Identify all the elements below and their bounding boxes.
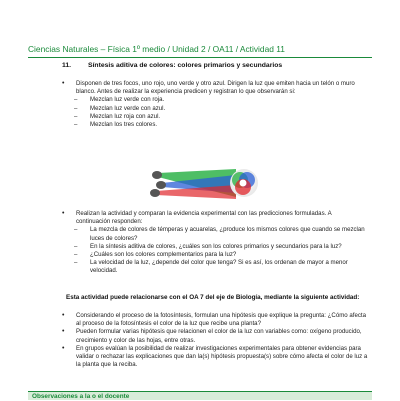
colored-light-beams-illustration [150, 163, 262, 203]
document-header: Ciencias Naturales – Física 1º medio / Unidad 2 / OA11 / Actividad 11 [28, 44, 285, 54]
compare-block [62, 210, 367, 276]
biology-item: • Considerando el proceso de la fotosíntesis, formulan una hipótesis que explique la pregunta: ¿Cómo afecta al proceso de la fotosíntesis el color de la luz que recibe una planta? [62, 312, 368, 328]
question-item: – La velocidad de la luz, ¿depende del color que tenga? Si es así, los ordenan de mayor a menor velocidad. [62, 259, 367, 275]
question-item: – ¿Cuáles son los colores complementarios para la luz? [62, 251, 367, 259]
activity-block [62, 80, 367, 129]
question-item: – La mezcla de colores de témperas y acuarelas, ¿produce los mismos colores que cuando se mezclan luces de colores? [62, 226, 367, 242]
biology-intro: Esta actividad puede relacionarse con el OA 7 del eje de Biología, mediante la siguiente actividad: [66, 294, 360, 301]
header-divider [28, 57, 372, 58]
section-title [62, 62, 282, 69]
step-item: – Mezclan luz verde con azul. [62, 105, 367, 113]
compare-intro: • Realizan la actividad y comparan la evidencia experimental con las predicciones formuladas. A continuación responden: [62, 210, 367, 226]
section-number: 11. [62, 62, 72, 69]
activity-intro: • Disponen de tres focos, uno rojo, uno verde y otro azul. Dirigen la luz que emiten hacia un telón o muro blanco. Antes de realizar la experiencia predicen y registran lo que observarán si: [62, 80, 367, 96]
step-item: – Mezclan luz roja con azul. [62, 113, 367, 121]
section-title-text: Síntesis aditiva de colores: colores primarios y secundarios [88, 62, 283, 69]
step-item: – Mezclan los tres colores. [62, 121, 367, 129]
biology-item: • Pueden formular varias hipótesis que relacionen el color de la luz con variables como: oxígeno producido, crecimiento y color de las hojas, entre otras. [62, 328, 368, 344]
observations-header: Observaciones a la o el docente [28, 391, 372, 400]
question-item: – En la síntesis aditiva de colores, ¿cuáles son los colores primarios y secundarios para la luz? [62, 243, 367, 251]
biology-item: • En grupos evalúan la posibilidad de realizar investigaciones experimentales para obtener evidencias para validar o rechazar las explicaciones que dan la(s) hipótesis propuesta(s) sobre cómo afecta el color de luz a la planta que la reciba. [62, 345, 368, 370]
step-item: – Mezclan luz verde con roja. [62, 96, 367, 104]
biology-block [62, 312, 368, 369]
